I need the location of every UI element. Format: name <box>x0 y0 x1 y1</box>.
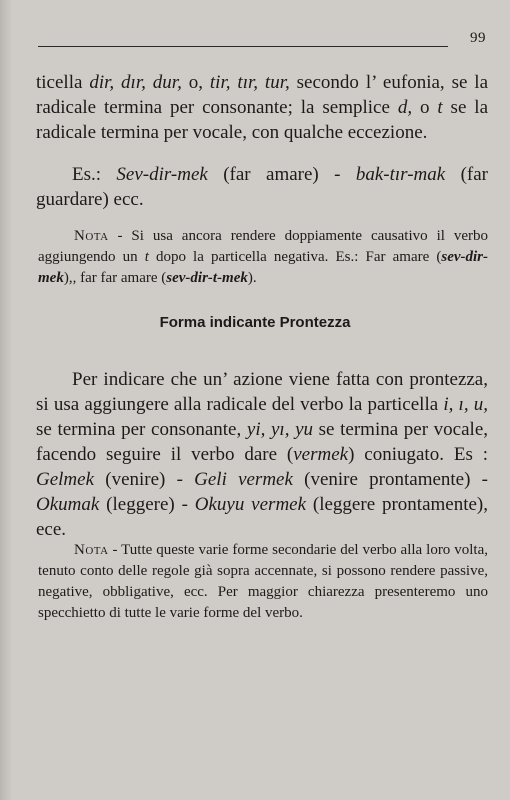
text-run: (leggere prontamente), ece. <box>36 494 489 540</box>
text-run: (leggere) - <box>99 494 195 515</box>
text-run: ) coniugato. Es : <box>348 444 488 465</box>
text-run: (far guardare) ecc. <box>36 164 488 210</box>
suffix-example: t <box>437 97 443 118</box>
text-run: ),, far far amare ( <box>63 270 167 286</box>
text-run: secondo l’ eufonia, se la radicale termina per consonante; la semplice <box>36 72 489 118</box>
text-run: - Si usa ancora rendere doppiamente causativo il verbo aggiungendo un <box>38 228 488 265</box>
turkish-word: Sev-dir-mek <box>116 164 208 185</box>
text-run: Per indicare che un’ azione viene fatta con prontezza, si usa aggiungere alla radicale del verbo la particella <box>36 369 488 415</box>
turkish-word: Okumak <box>36 494 100 515</box>
text-run: - Tutte queste varie forme secondarie del verbo alla loro volta, tenuto conto delle regole già sopra accennate, si possono rendere passive, negative, obbligative, ecc. Per maggior chiarezza presenteremo uno specchietto di tutte le varie forme del verbo. <box>38 542 488 621</box>
text-run: (venire prontamente) - <box>292 469 488 490</box>
suffix-example: d, <box>397 97 413 118</box>
text-run: o <box>412 97 438 118</box>
text-run: se la radicale termina per vocale, con qualche eccezione. <box>36 97 488 143</box>
turkish-word: sev-dir-mek <box>38 249 489 286</box>
note-causative <box>38 226 488 289</box>
paragraph-promptness <box>36 367 488 542</box>
page-number: 99 <box>470 30 486 46</box>
suffix-example: yi, yı, yu <box>246 419 314 440</box>
note-secondary-forms <box>38 540 488 624</box>
turkish-word: vermek <box>293 444 349 465</box>
header-rule <box>38 46 448 47</box>
turkish-word: Gelmek <box>36 469 95 490</box>
suffix-example: tir, tır, tur, <box>209 72 290 93</box>
note-label: Nota <box>74 542 109 558</box>
turkish-word: Geli vermek <box>194 469 293 490</box>
text-run: ticella <box>36 72 90 93</box>
text-run: se termina per consonante, <box>36 419 247 440</box>
text-run: dopo la particella negativa. Es.: Far amare ( <box>148 249 442 265</box>
text-run: (venire) - <box>94 469 195 490</box>
suffix-example: t <box>144 249 149 265</box>
note-label: Nota <box>74 228 109 244</box>
turkish-word: bak-tır-mak <box>355 164 446 185</box>
text-run: se termina per vocale, facendo seguire il verbo dare ( <box>36 419 489 465</box>
turkish-word: sev-dir-t-mek <box>166 270 248 286</box>
suffix-example: i, ı, u, <box>443 394 488 415</box>
paragraph-suffix-euphony <box>36 70 488 145</box>
section-heading: Forma indicante Prontezza <box>159 314 351 331</box>
paragraph-example <box>36 162 488 212</box>
text-run: (far amare) - <box>207 164 356 185</box>
text-run: ). <box>247 270 257 286</box>
suffix-example: dir, dır, dur, <box>89 72 182 93</box>
turkish-word: Okuyu vermek <box>194 494 307 515</box>
text-run: o, <box>181 72 210 93</box>
text-run: Es.: <box>72 164 117 185</box>
